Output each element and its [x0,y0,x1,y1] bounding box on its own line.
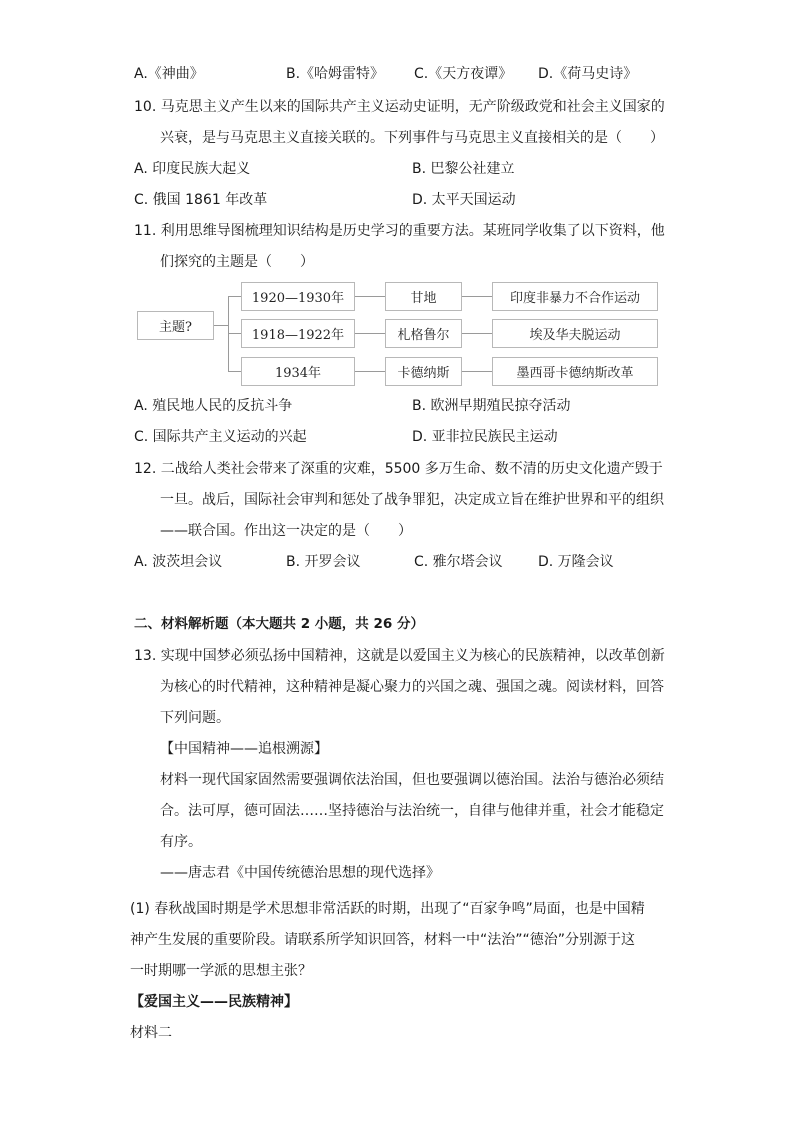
q12-stem-line3: ——联合国。作出这一决定的是（ ） [160,523,412,539]
diagram-connector [228,371,241,372]
q11-stem-line2: 们探究的主题是（ ） [160,254,314,270]
diagram-event-1: 印度非暴力不合作运动 [492,282,658,311]
q11-option-b: B. 欧洲早期殖民掠夺活动 [412,398,571,414]
q9-option-a: A.《神曲》 [134,66,204,82]
diagram-connector [228,296,241,297]
diagram-event-2: 埃及华夫脱运动 [492,319,658,348]
q13-heading2: 【爱国主义——民族精神】 [130,994,298,1010]
diagram-year-2: 1918—1922年 [241,319,355,348]
diagram-connector [355,333,385,334]
q10-stem-line2: 兴衰，是与马克思主义直接关联的。下列事件与马克思主义直接相关的是（ ） [160,130,664,146]
q12-option-d: D. 万隆会议 [538,554,614,570]
q13-stem-line2: 为核心的时代精神，这种精神是凝心聚力的兴国之魂、强国之魂。阅读材料，回答 [160,679,664,695]
q12-option-c: C. 雅尔塔会议 [414,554,503,570]
q11-option-c: C. 国际共产主义运动的兴起 [134,429,307,445]
diagram-connector [462,296,492,297]
q13-material2-label: 材料二 [130,1025,172,1041]
q12-option-b: B. 开罗会议 [286,554,361,570]
q9-option-d: D.《荷马史诗》 [538,66,638,82]
q13-material1-source: ——唐志君《中国传统德治思想的现代选择》 [160,865,440,881]
diagram-event-3: 墨西哥卡德纳斯改革 [492,357,658,386]
q10-option-a: A. 印度民族大起义 [134,161,251,177]
q13-sub1-line2: 神产生发展的重要阶段。请联系所学知识回答，材料一中“法治”“德治”分别源于这 [130,932,636,948]
diagram-connector [214,325,228,326]
q13-material1-line1: 材料一现代国家固然需要强调依法治国，但也要强调以德治国。法治与德治必须结 [160,772,664,788]
q9-option-c: C.《天方夜谭》 [414,66,513,82]
q10-stem-line1: 10. 马克思主义产生以来的国际共产主义运动史证明，无产阶级政党和社会主义国家的 [134,99,665,115]
diagram-connector [355,371,385,372]
q10-option-d: D. 太平天国运动 [412,192,516,208]
q11-stem-line1: 11. 利用思维导图梳理知识结构是历史学习的重要方法。某班同学收集了以下资料，他 [134,223,665,239]
q12-stem-line1: 12. 二战给人类社会带来了深重的灾难，5500 多万生命、数不清的历史文化遗产毁于 [134,461,663,477]
diagram-year-3: 1934年 [241,357,355,386]
diagram-connector [462,333,492,334]
diagram-person-3: 卡德纳斯 [385,357,462,386]
q10-option-b: B. 巴黎公社建立 [412,161,515,177]
diagram-person-1: 甘地 [385,282,462,311]
q13-sub-heading: 【中国精神——追根溯源】 [160,741,328,757]
q13-sub1-line3: 一时期哪一学派的思想主张？ [130,963,312,979]
diagram-year-1: 1920—1930年 [241,282,355,311]
q12-option-a: A. 波茨坦会议 [134,554,223,570]
q9-option-b: B.《哈姆雷特》 [286,66,385,82]
q13-stem-line1: 13. 实现中国梦必须弘扬中国精神，这就是以爱国主义为核心的民族精神，以改革创新 [134,648,665,664]
q11-option-d: D. 亚非拉民族民主运动 [412,429,558,445]
diagram-connector [355,296,385,297]
q11-option-a: A. 殖民地人民的反抗斗争 [134,398,293,414]
q13-material1-line3: 有序。 [160,834,202,850]
q12-stem-line2: 一旦。战后，国际社会审判和惩处了战争罪犯，决定成立旨在维护世界和平的组织 [160,492,664,508]
q13-stem-line3: 下列问题。 [160,710,230,726]
section-heading: 二、材料解析题（本大题共 2 小题，共 26 分） [134,616,424,632]
diagram-person-2: 札格鲁尔 [385,319,462,348]
diagram-connector [228,333,241,334]
q13-material1-line2: 合。法可厚，德可固法……坚持德治与法治统一，自律与他律并重，社会才能稳定 [160,803,664,819]
diagram-connector [462,371,492,372]
q10-option-c: C. 俄国 1861 年改革 [134,192,268,208]
q13-sub1-line1: (1) 春秋战国时期是学术思想非常活跃的时期，出现了“百家争鸣”局面，也是中国精 [130,901,645,917]
diagram-root-topic: 主题? [137,311,214,340]
